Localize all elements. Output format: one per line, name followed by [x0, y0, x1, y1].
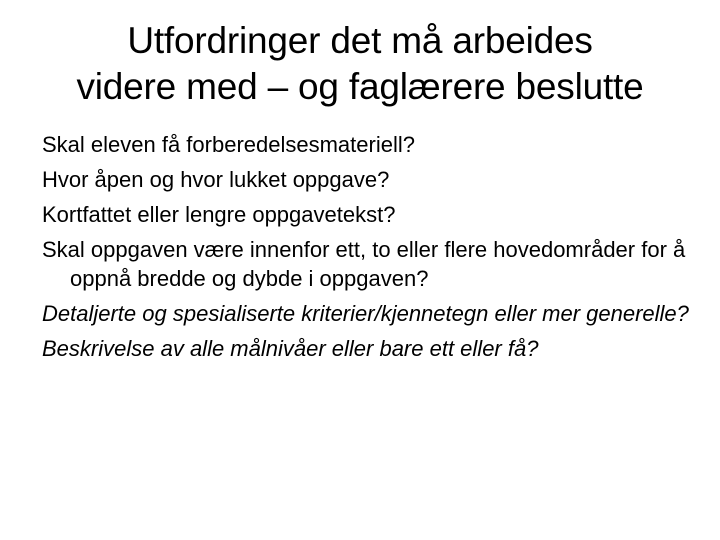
slide-title [30, 18, 690, 110]
bullet-item: Kortfattet eller lengre oppgavetekst? [42, 202, 396, 227]
bullet-item: Skal oppgaven være innenfor ett, to eller flere hovedområder for å oppnå bredde og dybde i oppgaven? [42, 237, 686, 291]
title-line-2: videre med – og faglærere beslutte [76, 66, 644, 107]
bullet-item: Hvor åpen og hvor lukket oppgave? [42, 167, 390, 192]
bullet-item: Beskrivelse av alle målnivåer eller bare ett eller få? [42, 336, 539, 361]
bullet-list [42, 130, 702, 369]
bullet-item: Skal eleven få forberedelsesmateriell? [42, 132, 415, 157]
bullet-item: Detaljerte og spesialiserte kriterier/kjennetegn eller mer generelle? [42, 301, 689, 326]
title-line-1: Utfordringer det må arbeides [127, 20, 593, 61]
